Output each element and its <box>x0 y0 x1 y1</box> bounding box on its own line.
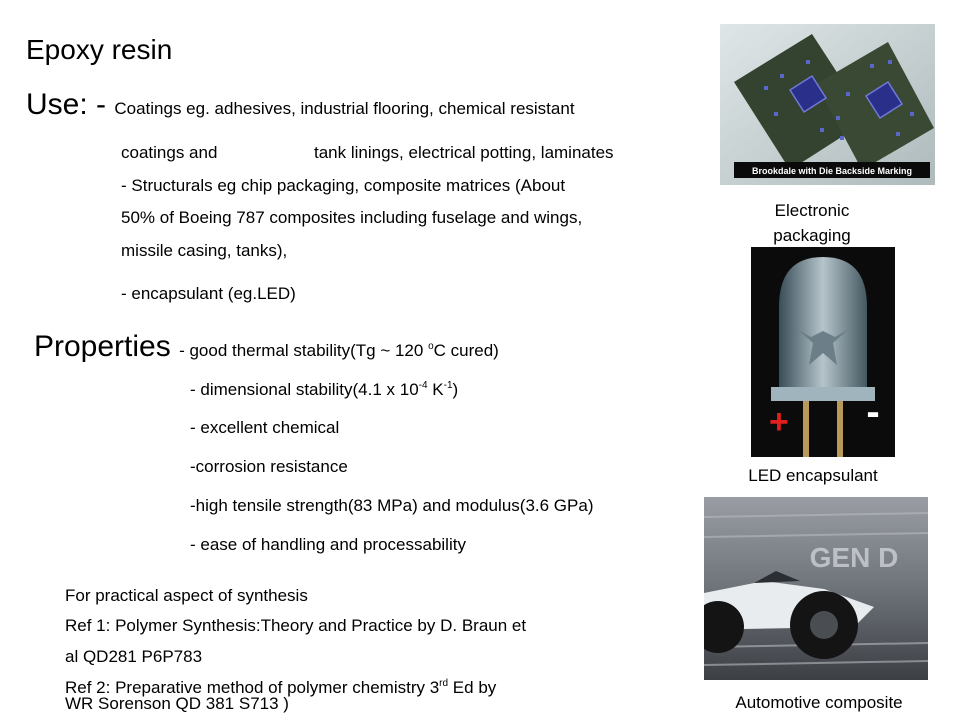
chip-marking-label: Brookdale with Die Backside Marking <box>751 166 913 176</box>
led-rim <box>771 387 875 401</box>
use-heading <box>26 88 575 122</box>
properties-label: Properties <box>34 330 171 363</box>
automotive-image <box>704 497 928 680</box>
ref-2-line-1: Ref 2: Preparative method of polymer chemistry 3rd Ed by <box>65 678 497 697</box>
led-minus-sign: - <box>866 390 880 434</box>
use-line-3: - Structurals eg chip packaging, composite matrices (About <box>121 176 566 195</box>
car-background-lettering: GEN D <box>809 542 899 573</box>
property-corrosion: -corrosion resistance <box>190 457 348 476</box>
property-handling: - ease of handling and processability <box>190 535 466 554</box>
use-line-1: Coatings eg. adhesives, industrial flooring, chemical resistant <box>114 99 575 118</box>
ref-2-line-2: WR Sorenson QD 381 S713 ) <box>65 694 289 713</box>
property-chemical: - excellent chemical <box>190 418 340 437</box>
property-thermal: - good thermal stability(Tg ~ 120 $^o$C cured) <box>179 341 499 360</box>
use-line-4: 50% of Boeing 787 composites including fuselage and wings, <box>121 208 583 227</box>
property-dimensional: - dimensional stability(4.1 x $10^{-4}$ $K^{-1}$) <box>190 380 459 399</box>
use-line-2a: coatings and <box>121 143 218 162</box>
chip-packaging-graphic <box>720 24 935 185</box>
ref-1-line-2: al QD281 P6P783 <box>65 647 203 666</box>
automotive-graphic <box>704 497 928 680</box>
refs-intro: For practical aspect of synthesis <box>65 586 308 605</box>
chip-caption-line-2: packaging <box>773 226 851 245</box>
property-tensile: -high tensile strength(83 MPa) and modulus(3.6 GPa) <box>190 496 594 515</box>
use-line-5: missile casing, tanks), <box>121 241 288 260</box>
chip-packaging-image <box>720 24 935 185</box>
use-line-2b: tank linings, electrical potting, laminates <box>314 143 614 162</box>
ref-1-line-1: Ref 1: Polymer Synthesis:Theory and Practice by D. Braun et <box>65 616 527 635</box>
led-image <box>751 247 895 457</box>
led-dome <box>779 257 867 397</box>
use-line-6: - encapsulant (eg.LED) <box>121 284 296 303</box>
properties-heading <box>34 330 499 364</box>
led-graphic <box>751 247 895 457</box>
use-label: Use: - <box>26 88 107 121</box>
led-lead-left <box>803 401 809 457</box>
chip-caption-line-1: Electronic <box>774 201 850 220</box>
led-plus-sign: + <box>769 403 789 441</box>
led-lead-right <box>837 401 843 457</box>
led-caption: LED encapsulant <box>748 466 878 485</box>
page-title: Epoxy resin <box>26 34 173 65</box>
automotive-caption: Automotive composite <box>735 693 903 712</box>
